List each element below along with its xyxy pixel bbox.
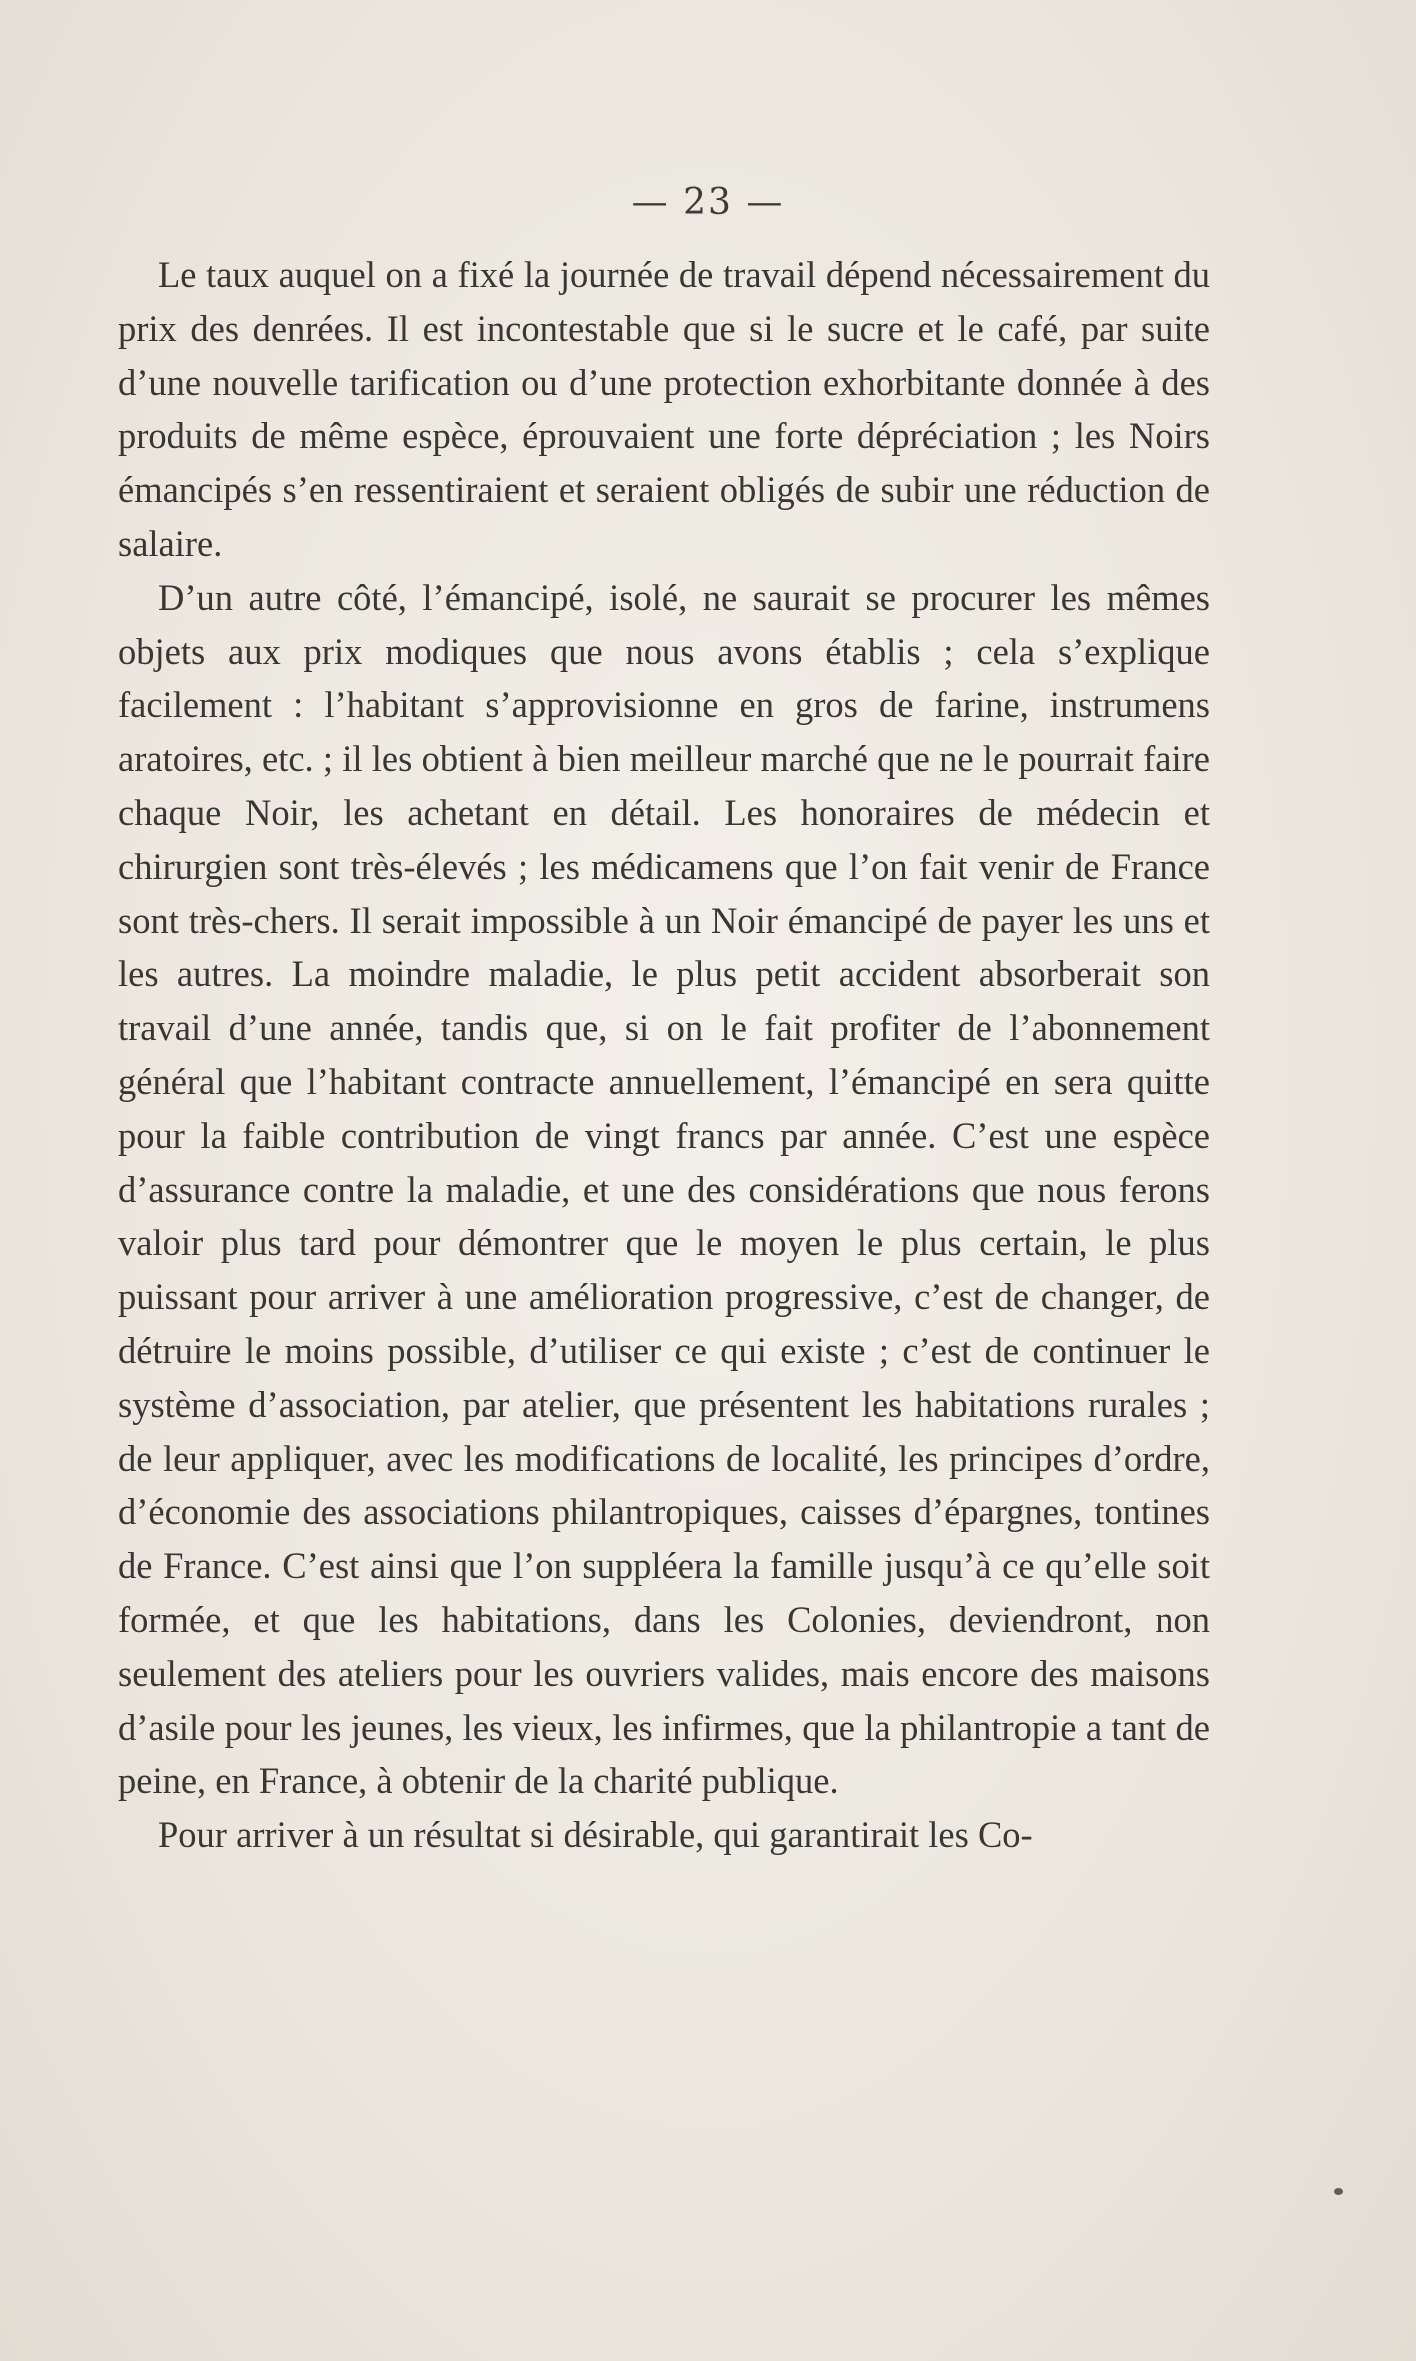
paragraph-3: Pour arriver à un résultat si désirable, qui garantirait les Co- [158, 1814, 1033, 1856]
paragraph-2: D’un autre côté, l’émancipé, isolé, ne saurait se procurer les mêmes objets aux prix modiques que nous avons établis ; cela s’explique facilement : l’habitant s’approvisionne en gros de farine, instrumens aratoires, etc. ; il les obtient à bien meilleur marché que ne le pourrait faire chaque Noir, les achetant en détail. Les honoraires de médecin et chirurgien sont très-élevés ; les médicamens que l’on fait venir de France sont très-chers. Il serait impossible à un Noir émancipé de payer les uns et les autres. La moindre maladie, le plus petit accident absorberait son travail d’une année, tandis que, si on le fait profiter de l’abonnement général que l’habitant contracte annuellement, l’émancipé en sera quitte pour la faible contribution de vingt francs par année. C’est une espèce d’assurance contre la maladie, et une des considérations que nous ferons valoir plus tard pour démontrer que le moyen le plus certain, le plus puissant pour arriver à une amélioration progressive, c’est de changer, de détruire le moins possible, d’utiliser ce qui existe ; c’est de continuer le système d’association, par atelier, que présentent les habitations rurales ; de leur appliquer, avec les modifications de localité, les principes d’ordre, d’économie des associations philantropiques, caisses d’épargnes, tontines de France. C’est ainsi que l’on suppléera la famille jusqu’à ce qu’elle soit formée, et que les habitations, dans les Colonies, deviendront, non seulement des ateliers pour les ouvriers valides, mais encore des maisons d’asile pour les jeunes, les vieux, les infirmes, que la philantropie a tant de peine, en France, à obtenir de la charité publique. [118, 576, 1210, 1802]
paragraph-1: Le taux auquel on a fixé la journée de travail dépend nécessairement du prix des denrées. Il est incontestable que si le sucre et le café, par suite d’une nouvelle tarification ou d’une protection exhorbitante donnée à des produits de même espèce, éprouvaient une forte dépréciation ; les Noirs émancipés s’en ressentiraient et seraient obligés de subir une réduction de salaire. [118, 254, 1210, 564]
page-number: — 23 — [631, 182, 785, 223]
ink-speck [1334, 2188, 1343, 2195]
body-text [118, 248, 1210, 1862]
